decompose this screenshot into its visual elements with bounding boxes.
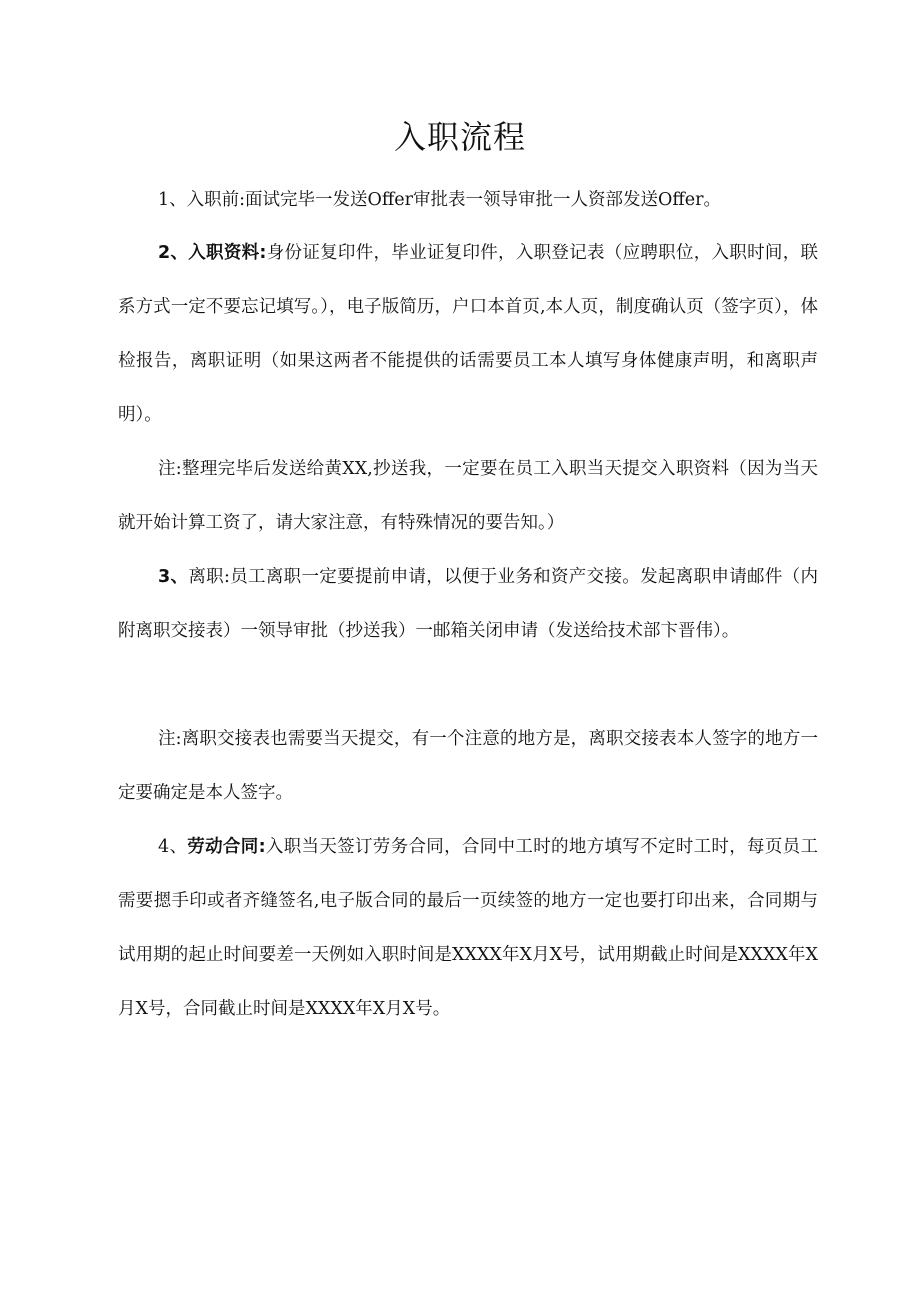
section-note-resignation <box>118 712 818 820</box>
section-text: 身份证复印件，毕业证复印件，入职登记表（应聘职位，入职时间，联系方式一定不要忘记填写。），电子版简历，户口本首页,本人页，制度确认页（签字页），体检报告，离职证明（如果这两者不能提供的话需要员工本人填写身体健康声明，和离职声明）。 <box>118 243 818 425</box>
section-text: 员工离职一定要提前申请，以便于业务和资产交接。发起离职申请邮件（内附离职交接表）一领导审批（抄送我）一邮箱关闭申请（发送给技术部卞晋伟）。 <box>118 567 818 641</box>
section-pre-onboarding <box>118 173 818 227</box>
section-onboarding-materials <box>118 226 818 442</box>
document-title: 入职流程 <box>393 118 526 156</box>
section-text: 面试完毕一发送Offer审批表一领导审批一人资部发送Offer。 <box>245 190 722 210</box>
section-label-rest: 离职: <box>188 567 230 587</box>
section-label: 劳动合同: <box>187 837 266 857</box>
section-label: 1、入职前: <box>158 190 246 210</box>
note-text: 整理完毕后发送给黄XX,抄送我，一定要在员工入职当天提交入职资料（因为当天就开始计算工资了，请大家注意，有特殊情况的要告知。） <box>118 459 818 533</box>
section-labor-contract <box>118 820 818 1036</box>
section-label: 2、入职资料: <box>158 243 267 263</box>
note-label: 注: <box>158 459 182 479</box>
section-label-num: 4、 <box>158 837 188 857</box>
section-label: 3、 <box>158 567 189 587</box>
note-text: 离职交接表也需要当天提交，有一个注意的地方是，离职交接表本人签字的地方一定要确定是本人签字。 <box>118 729 818 803</box>
note-label: 注: <box>158 729 182 749</box>
section-note-materials <box>118 442 818 550</box>
section-resignation <box>118 550 818 658</box>
section-text: 入职当天签订劳务合同，合同中工时的地方填写不定时工时，每页员工需要摁手印或者齐缝签名,电子版合同的最后一页续签的地方一定也要打印出来，合同期与试用期的起止时间要差一天例如入职时间是XXXX年X月X号，试用期截止时间是XXXX年X月X号，合同截止时间是XXXX年X月X号。 <box>118 837 818 1019</box>
